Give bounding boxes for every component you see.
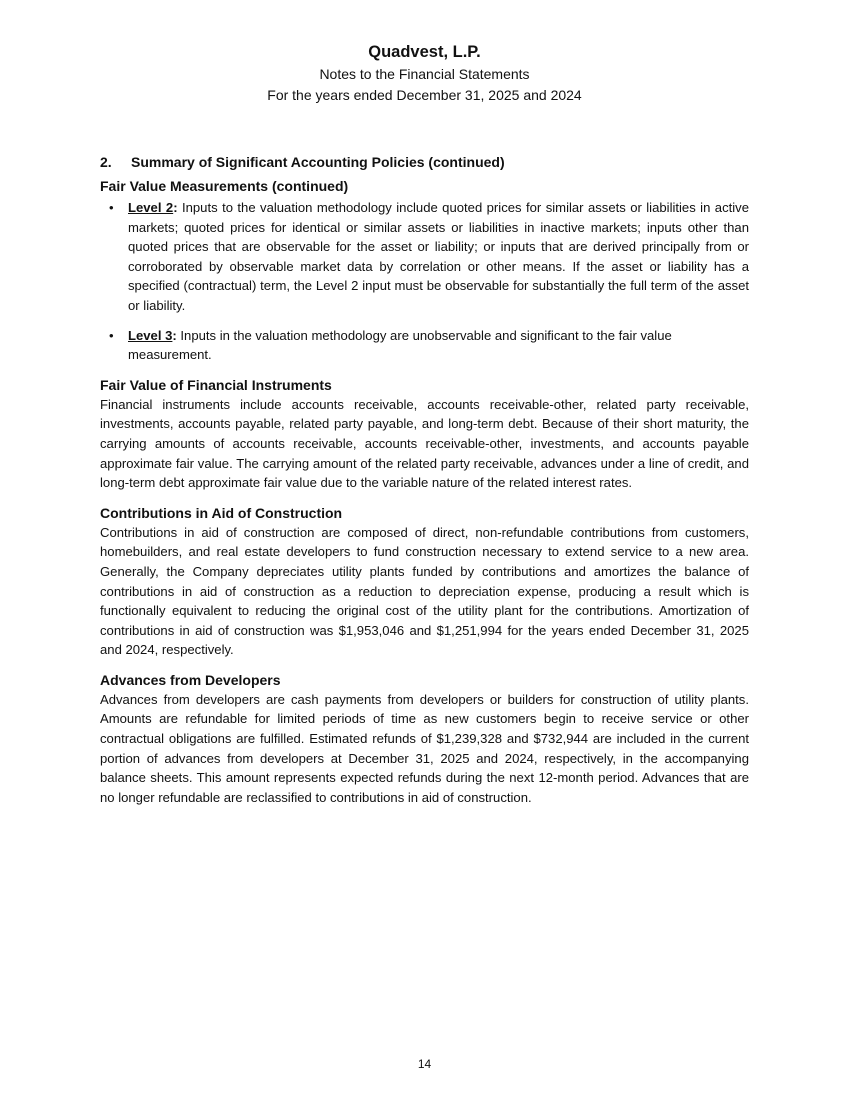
document-page: [100, 40, 749, 807]
fair-value-instruments-heading: Fair Value of Financial Instruments: [100, 376, 332, 393]
level-2-item: • Level 2: Inputs to the valuation methodology include quoted prices for similar assets or liabilities in active markets; quoted prices for identical or similar assets or liabilities in inactive markets; inputs other than quoted prices that are observable for the asset or liability; or inputs that are derived principally from or corroborated by observable market data by correlation or other means. If the asset or liability has a specified (contractual) term, the Level 2 input must be observable for substantially the full term of the asset or liability.: [109, 200, 749, 313]
company-name: Quadvest, L.P.: [368, 43, 481, 61]
advances-heading: Advances from Developers: [100, 671, 281, 688]
reporting-period: For the years ended December 31, 2025 and 2024: [267, 87, 582, 103]
section-number: 2.: [100, 154, 112, 170]
level-term: Level 3: [128, 327, 173, 343]
document-header: [100, 40, 749, 106]
fair-value-measurements-heading: Fair Value Measurements (continued): [100, 178, 349, 194]
document-subtitle: Notes to the Financial Statements: [319, 66, 530, 82]
bullet-icon: •: [109, 327, 114, 343]
level-term: Level 2: [128, 200, 174, 215]
bullet-icon: •: [109, 200, 114, 215]
section-title: Summary of Significant Accounting Policies (continued): [131, 154, 505, 170]
level-description: Inputs in the valuation methodology are unobservable and significant to the fair value measurement.: [128, 327, 672, 363]
fair-value-levels-list: [100, 198, 749, 365]
advances-body: Advances from developers are cash payments from developers or builders for construction of utility plants. Amounts are refundable for limited periods of time as new customers begin to receive service or other contractual obligations are fulfilled. Estimated refunds of $1,239,328 and $732,944 are included in the current portion of advances from developers at December 31, 2025 and 2024, respectively, in the accompanying balance sheets. This amount represents expected refunds during the next 12-month period. Advances that are no longer refundable are reclassified to contributions in aid of construction.: [100, 691, 749, 805]
level-description: Inputs to the valuation methodology include quoted prices for similar assets or liabilities in active markets; quoted prices for identical or similar assets or liabilities in inactive markets; inputs other than quoted prices that are observable for the asset or liability; or inputs that are derived principally from or corroborated by observable market data by correlation or other means. If the asset or liability has a specified (contractual) term, the Level 2 input must be observable for substantially the full term of the asset or liability.: [128, 200, 749, 313]
fair-value-instruments-body: Financial instruments include accounts receivable, accounts receivable-other, related party receivable, investments, accounts payable, related party payable, and long-term debt. Because of their short maturity, the carrying amounts of accounts receivable, accounts receivable-other, investments, and accounts payable approximate fair value. The carrying amount of the related party receivable, advances under a line of credit, and long-term debt approximate fair value due to the variable nature of the related interest rates.: [100, 396, 749, 491]
page-number: 14: [417, 1057, 432, 1071]
contributions-body: Contributions in aid of construction are composed of direct, non-refundable contributions from customers, homebuilders, and real estate developers to fund construction necessary to extend service to a new area. Generally, the Company depreciates utility plants funded by contributions and amortizes the balance of contributions in aid of construction as a reduction to depreciation expense, producing a result which is functionally equivalent to reducing the original cost of the utility plant for the contributions. Amortization of contributions in aid of construction was $1,953,046 and $1,251,994 for the years ended December 31, 2025 and 2024, respectively.: [100, 524, 749, 658]
section-heading: [100, 152, 749, 172]
contributions-heading: Contributions in Aid of Construction: [100, 504, 343, 521]
level-3-item: • Level 3: Inputs in the valuation methodology are unobservable and significant to the fair value measurement.: [109, 327, 672, 363]
